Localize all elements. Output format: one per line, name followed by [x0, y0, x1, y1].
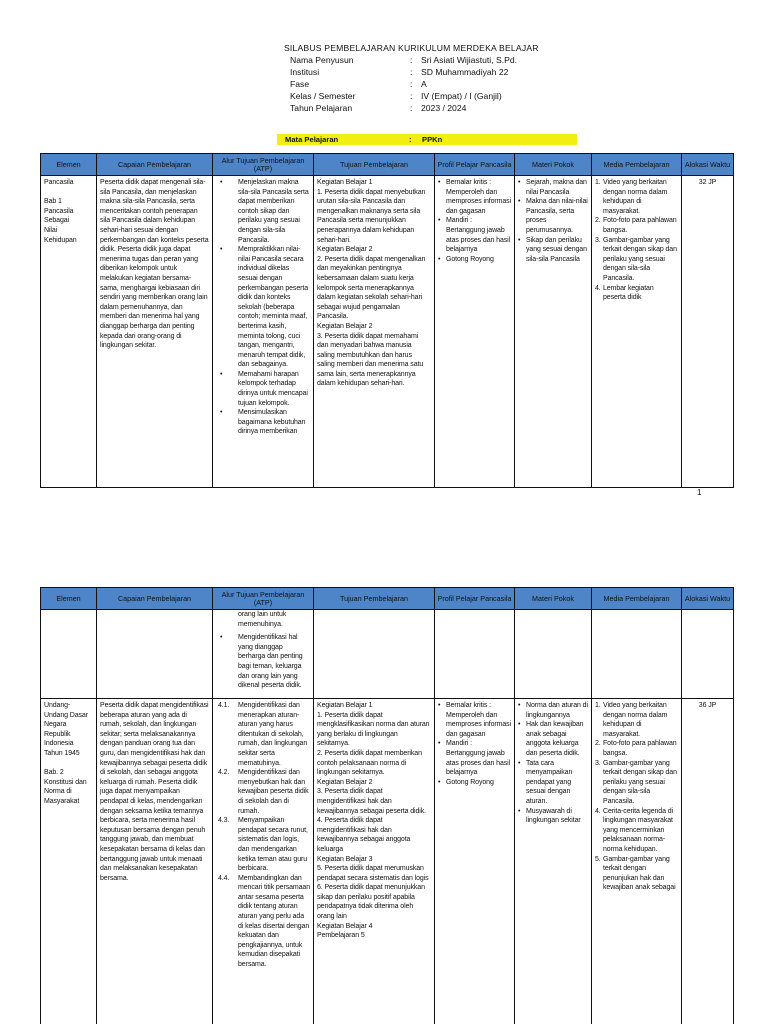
header-capaian: Capaian Pembelajaran [97, 588, 213, 610]
meta-value: IV (Empat) / I (Ganjil) [421, 91, 502, 101]
meta-label: Nama Penyusun [290, 55, 354, 65]
meta-label: Institusi [290, 67, 320, 77]
meta-value: SD Muhammadiyah 22 [421, 67, 509, 77]
meta-colon: : [410, 67, 413, 77]
cell-elemen [41, 610, 97, 699]
meta-row-fase [284, 78, 614, 90]
list-item: • Mandiri : Bertanggung jawab atas proses dan hasil belajarnya [438, 216, 511, 254]
list-item: 5. Gambar-gambar yang terkait dengan penunjukan hak dan kewajiban anak sebagai [595, 855, 676, 892]
header-atp: Alur Tujuan Pembelajaran (ATP) [213, 588, 314, 610]
cell-media [592, 610, 682, 699]
header-profil: Profil Pelajar Pancasila [435, 588, 515, 610]
list-item: • Norma dan aturan di lingkungannya [518, 701, 588, 720]
cell-media [592, 176, 682, 488]
list-item: • Sikap dan perilaku yang sesuai dengan sila-sila Pancasila [518, 236, 588, 265]
list-item: • Bernalar kritis : Memperoleh dan memproses informasi dan gagasan [438, 178, 511, 216]
cell-profil [435, 176, 515, 488]
meta-row-kelas [284, 90, 614, 102]
list-item: • Tata cara menyampaikan pendapat yang sesuai dengan aturan. [518, 759, 588, 807]
syllabus-table-page-2 [40, 587, 734, 1024]
cell-profil [435, 699, 515, 1024]
document-title: SILABUS PEMBELAJARAN KURIKULUM MERDEKA BELAJAR [284, 43, 539, 53]
header-elemen: Elemen [41, 154, 97, 176]
list-item: 4. Lembar kegiatan peserta didik [595, 284, 654, 302]
list-item: • Hak dan kewajiban anak sebagai anggota keluarga dan peserta didik. [518, 720, 588, 758]
list-item: • Sejarah, makna dan nilai Pancasila [518, 178, 588, 197]
subject-colon: : [409, 135, 412, 144]
header-tujuan: Tujuan Pembelajaran [314, 588, 435, 610]
list-item: • Memahami harapan kelompok terhadap dirinya untuk mencapai tujuan kelompok. [216, 370, 310, 408]
cell-materi [515, 699, 592, 1024]
list-item: 4. Cerita-cerita legenda di lingkungan masyarakat yang mencerminkan pelaksanaan norma-norma kehidupan. [595, 807, 673, 853]
list-item: 1. Video yang berkaitan dengan norma dalam kehidupan di masyarakat. [595, 179, 668, 215]
table-row [41, 610, 734, 699]
header-materi: Materi Pokok [515, 588, 592, 610]
meta-label: Fase [290, 79, 310, 89]
list-item: 1. Video yang berkaitan dengan norma dalam kehidupan di masyarakat. [595, 702, 668, 738]
cell-atp [213, 699, 314, 1024]
list-item: • Mandiri : Bertanggung jawab atas proses dan hasil belajarnya [438, 739, 511, 777]
document-header [284, 42, 614, 114]
cell-media [592, 699, 682, 1024]
list-item: • Gotong Royong [438, 778, 511, 788]
meta-label: Kelas / Semester [290, 91, 356, 101]
meta-value: 2023 / 2024 [421, 103, 467, 113]
list-item: 2. Foto-foto para pahlawan bangsa. [595, 217, 677, 234]
cell-tujuan: Kegiatan Belajar 1 1. Peserta didik dapat mengklasifikasikan norma dan aturan yang berlaku di lingkungan sekitarnya. 2. Peserta didik dapat memberikan contoh pelaksanaan norma di lingkungan sekitarnya. Kegiatan Belajar 2 3. Peserta didik dapat mengidentifikasi hak dan kewajibannya sebagai peserta didik. 4. Peserta didik dapat mengidentifikasi hak dan kewajibannya sebagai anggota keluarga Kegiatan Belajar 3 5. Peserta didik dapat merumuskan pendapat secara sistematis dan logis 6. Peserta didik dapat menunjukkan sikap dan perilaku positif apabila pendapatnya tidak diterima oleh orang lain Kegiatan Belajar 4 Pembelajaran 5 [314, 699, 435, 1024]
meta-label: Tahun Pelajaran [290, 103, 353, 113]
list-item: 3. Gambar-gambar yang terkait dengan sikap dan perilaku yang sesuai dengan sila-sila Pancasila. [595, 759, 677, 805]
list-item: • Menjelaskan makna sila-sila Pancasila serta dapat memberikan contoh sikap dan perilaku yang sesuai dengan sila-sila Pancasila. [216, 178, 310, 245]
header-media: Media Pembelajaran [592, 154, 682, 176]
list-item: 4.4. Membandingkan dan mencari titik persamaan antar sesama peserta didik tentang aturan aturan yang perlu ada di kelas disertai dengan kekuatan dan pengkajiannya, untuk kemudian disepakati bersama. [218, 874, 311, 969]
list-item: • Mengidentifikasi hal yang dianggap berharga dan penting bagi teman, keluarga dan orang lain yang dikenal peserta didik. [216, 633, 310, 691]
header-elemen: Elemen [41, 588, 97, 610]
table-row [41, 699, 734, 1024]
list-item: 3. Gambar-gambar yang terkait dengan sikap dan perilaku yang sesuai dengan sila-sila Pancasila. [595, 236, 677, 282]
meta-colon: : [410, 103, 413, 113]
meta-colon: : [410, 91, 413, 101]
cell-profil [435, 610, 515, 699]
table-header-row [41, 154, 734, 176]
meta-row-penyusun [284, 54, 614, 66]
atp-continued: orang lain untuk memenuhinya. [238, 611, 287, 628]
list-item: 2. Foto-foto para pahlawan bangsa. [595, 740, 677, 757]
header-media: Media Pembelajaran [592, 588, 682, 610]
list-item: 4.2. Mengidentifikasi dan menyebutkan hak dan kewajiban peserta didik di sekolah dan di rumah. [218, 769, 309, 815]
table-header-row [41, 588, 734, 610]
list-item: • Bernalar kritis : Memperoleh dan memproses informasi dan gagasan [438, 701, 511, 739]
meta-row-tahun [284, 102, 614, 114]
list-item: 4.3. Menyampaikan pendapat secara runut, sistematis dan logis, dan mendengarkan ketika teman atau guru berbicara. [218, 817, 308, 873]
syllabus-table-page-1 [40, 153, 734, 488]
subject-label: Mata Pelajaran [285, 135, 339, 144]
header-capaian: Capaian Pembelajaran [97, 154, 213, 176]
list-item: • Mensimulasikan bagaimana kebutuhan dirinya memberikan [216, 408, 310, 437]
cell-materi [515, 610, 592, 699]
cell-capaian: Peserta didik dapat mengidentifikasi beberapa aturan yang ada di rumah, sekolah, dan lingkungan sekitar; serta melaksanakannya dengan panduan orang tua dan guru, dan mengidentifikasi hak dan kewajibannya sebagai peserta didik di sekolah, dan sebagai anggota keluarga di rumah. Peserta didik juga dapat menyampaikan pendapat di kelas, mendengarkan dengan seksama ketika temannya berbicara, serta menerima hasil keputusan bersama dengan penuh tanggung jawab, dan membuat kesepakatan bersama di kelas dan bertanggung jawab untuk menaati dan melaksanakan kesepakatan bersama. [97, 699, 213, 1024]
list-item: • Mempraktikkan nilai-nilai Pancasila secara individual dikelas sesuai dengan perkembangan peserta didik dan konteks sekolah (beberapa contoh; meminta maaf, berterima kasih, meminta tolong, cuci tangan, mengantri, menaruh tempat didik, dan sebagainya. [216, 245, 310, 370]
header-tujuan: Tujuan Pembelajaran [314, 154, 435, 176]
cell-alokasi: 32 JP [682, 176, 734, 488]
header-materi: Materi Pokok [515, 154, 592, 176]
cell-elemen: Pancasila Bab 1 Pancasila Sebagai Nilai Kehidupan [41, 176, 97, 488]
meta-row-institusi [284, 66, 614, 78]
cell-tujuan: Kegiatan Belajar 1 1. Peserta didik dapat menyebutkan urutan sila-sila Pancasila dan mengenalkan maknanya serta sila Pancasila serta menunjukkan penerapannya dalam kehidupan sehari-hari. Kegiatan Belajar 2 2. Peserta didik dapat mengenalkan dan meyakinkan pentingnya kebersamaan dalam suatu kerja kelompok serta menerapkannya dalam kegiatan sekolah sehari-hari sebagai wujud pengamalan Pancasila. Kegiatan Belajar 2 3. Peserta didik dapat memahami dan menyadari bahwa manusia saling membutuhkan dan harus saling memberi dan menerima satu sama lain, serta menerapkannya dalam kehidupan sehari-hari. [314, 176, 435, 488]
cell-tujuan [314, 610, 435, 699]
table-row [41, 176, 734, 488]
cell-materi [515, 176, 592, 488]
meta-colon: : [410, 55, 413, 65]
header-alokasi: Alokasi Waktu [682, 588, 734, 610]
list-item: • Gotong Royong [438, 255, 511, 265]
list-item: 4.1. Mengidentifikasi dan menerapkan aturan-aturan yang harus ditentukan di sekolah, rumah, dan lingkungan sekitar serta mematuhinya. [218, 702, 308, 767]
cell-atp [213, 176, 314, 488]
cell-capaian [97, 610, 213, 699]
list-item: • Makna dan nilai-nilai Pancasila, serta proses perumusannya. [518, 197, 588, 235]
header-atp: Alur Tujuan Pembelajaran (ATP) [213, 154, 314, 176]
cell-alokasi: 36 JP [682, 699, 734, 1024]
cell-atp [213, 610, 314, 699]
header-alokasi: Alokasi Waktu [682, 154, 734, 176]
meta-value: Sri Asiati Wijiastuti, S.Pd. [421, 55, 517, 65]
page-number: 1 [697, 488, 702, 497]
meta-value: A [421, 79, 427, 89]
header-profil: Profil Pelajar Pancasila [435, 154, 515, 176]
cell-alokasi [682, 610, 734, 699]
list-item: • Musyawarah di lingkungan sekitar [518, 807, 588, 826]
subject-bar [277, 134, 577, 145]
cell-elemen: Undang-Undang Dasar Negara Republik Indonesia Tahun 1945 Bab. 2 Konstitusi dan Norma di Masyarakat [41, 699, 97, 1024]
meta-colon: : [410, 79, 413, 89]
subject-value: PPKn [422, 135, 443, 144]
cell-capaian: Peserta didik dapat mengenali sila-sila Pancasila, dan menjelaskan makna sila-sila Pancasila, serta menceritakan contoh penerapan sila Pancasila dalam kehidupan sehari-hari sesuai dengan perkembangan dan konteks peserta didik. Peserta didik juga dapat menerima tugas dan peran yang diberikan kelompok untuk melakukan kegiatan bersama-sama, menghargai kebiasaan diri sendiri yang memberikan orang lain dalam pemenuhannya, dan memberi dan menerima hal yang dianggap berharga dan penting kepada dari orang-orang di lingkungan sekitar. [97, 176, 213, 488]
